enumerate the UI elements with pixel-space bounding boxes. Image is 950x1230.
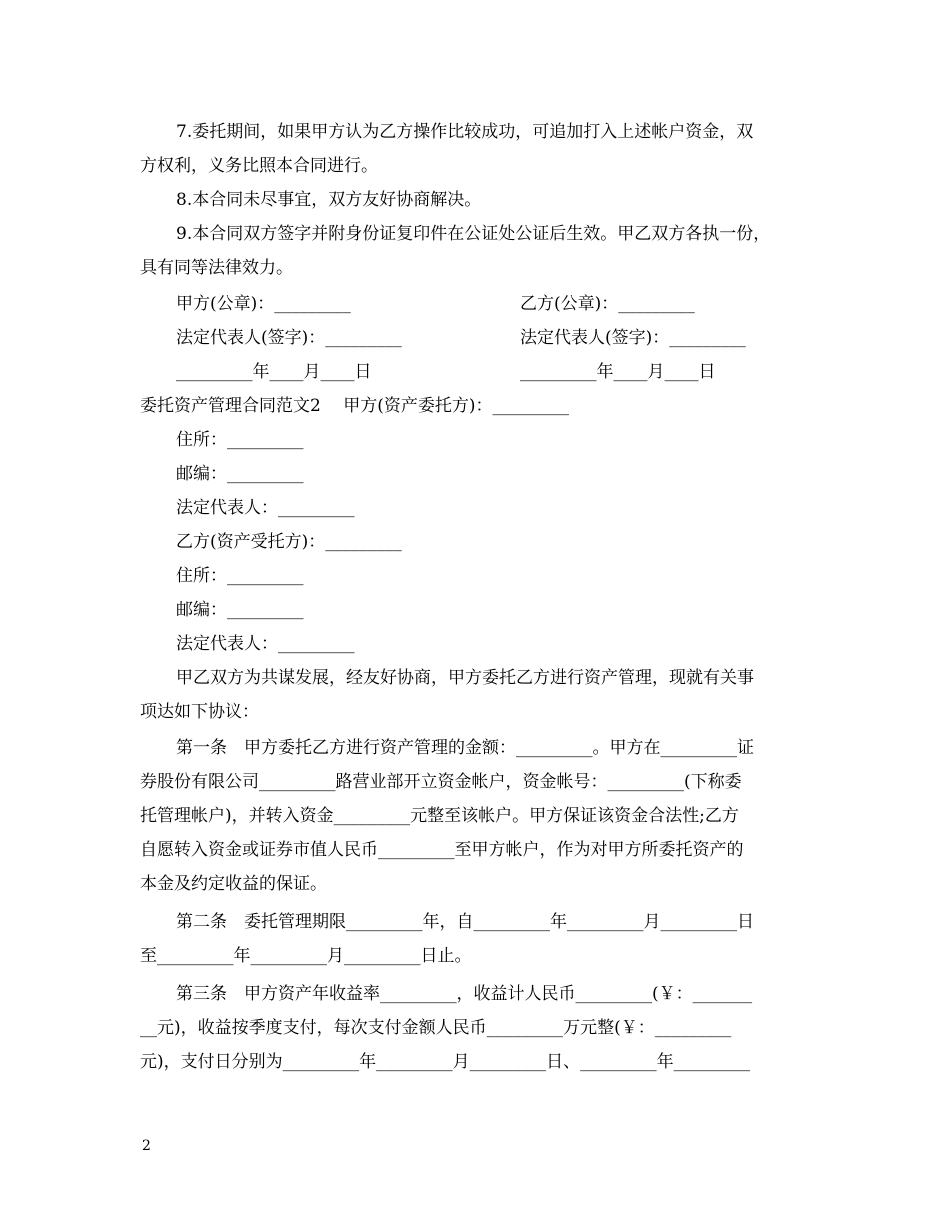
preamble-line-1: 甲乙双方为共谋发展，经友好协商，甲方委托乙方进行资产管理，现就有关事 — [176, 668, 754, 688]
article-3-line-1: 第三条 甲方资产年收益率_________，收益计人民币_________(￥：_______ — [176, 984, 753, 1004]
preamble-line-2: 项达如下协议： — [140, 702, 259, 722]
article-1-line-4: 自愿转入资金或证券市值人民币_________至甲方帐户，作为对甲方所委托资产的 — [140, 840, 744, 860]
party-b-seal: 乙方(公章)：_________ — [520, 294, 695, 314]
party-a-date: _________年____月____日 — [176, 362, 372, 382]
article-1-line-2: 券股份有限公司_________路营业部开立资金帐户，资金帐号：_________(下称委 — [140, 772, 742, 792]
party-b-postcode: 邮编：_________ — [176, 600, 304, 620]
sample-2-heading: 委托资产管理合同范文2 甲方(资产委托方)：_________ — [140, 396, 569, 416]
party-a-seal: 甲方(公章)：_________ — [176, 294, 351, 314]
article-3-line-3: 元)，支付日分别为_________年_________月_________日、_________年_________ — [140, 1052, 751, 1072]
article-3-line-2: __元)，收益按季度支付，每次支付金额人民币_________万元整(￥：_________ — [140, 1018, 732, 1038]
clause-9-line-1: 9.本合同双方签字并附身份证复印件在公证处公证后生效。甲乙双方各执一份， — [176, 224, 771, 244]
clause-7-line-1: 7.委托期间，如果甲方认为乙方操作比较成功，可追加打入上述帐户资金，双 — [176, 122, 754, 142]
party-a-address: 住所：_________ — [176, 430, 304, 450]
party-b-trustee: 乙方(资产受托方)：_________ — [176, 532, 402, 552]
clause-9-line-2: 具有同等法律效力。 — [140, 258, 293, 278]
article-1-line-3: 托管理帐户)，并转入资金_________元整至该帐户。甲方保证该资金合法性;乙方 — [140, 806, 739, 826]
party-b-date: _________年____月____日 — [520, 362, 716, 382]
article-1-line-1: 第一条 甲方委托乙方进行资产管理的金额：_________。甲方在_________证 — [176, 738, 754, 758]
clause-8: 8.本合同未尽事宜，双方友好协商解决。 — [176, 190, 482, 210]
party-a-rep: 法定代表人：_________ — [176, 498, 355, 518]
party-b-address: 住所：_________ — [176, 566, 304, 586]
party-b-rep-sign: 法定代表人(签字)：_________ — [520, 328, 746, 348]
article-1-line-5: 本金及约定收益的保证。 — [140, 874, 327, 894]
party-a-postcode: 邮编：_________ — [176, 464, 304, 484]
clause-7-line-2: 方权利，义务比照本合同进行。 — [140, 156, 378, 176]
article-2-line-2: 至_________年_________月_________日止。 — [140, 946, 472, 966]
party-b-rep: 法定代表人：_________ — [176, 634, 355, 654]
party-a-rep-sign: 法定代表人(签字)：_________ — [176, 328, 402, 348]
article-2-line-1: 第二条 委托管理期限_________年，自_________年_________月_________日 — [176, 912, 754, 932]
page-number: 2 — [142, 1138, 151, 1154]
